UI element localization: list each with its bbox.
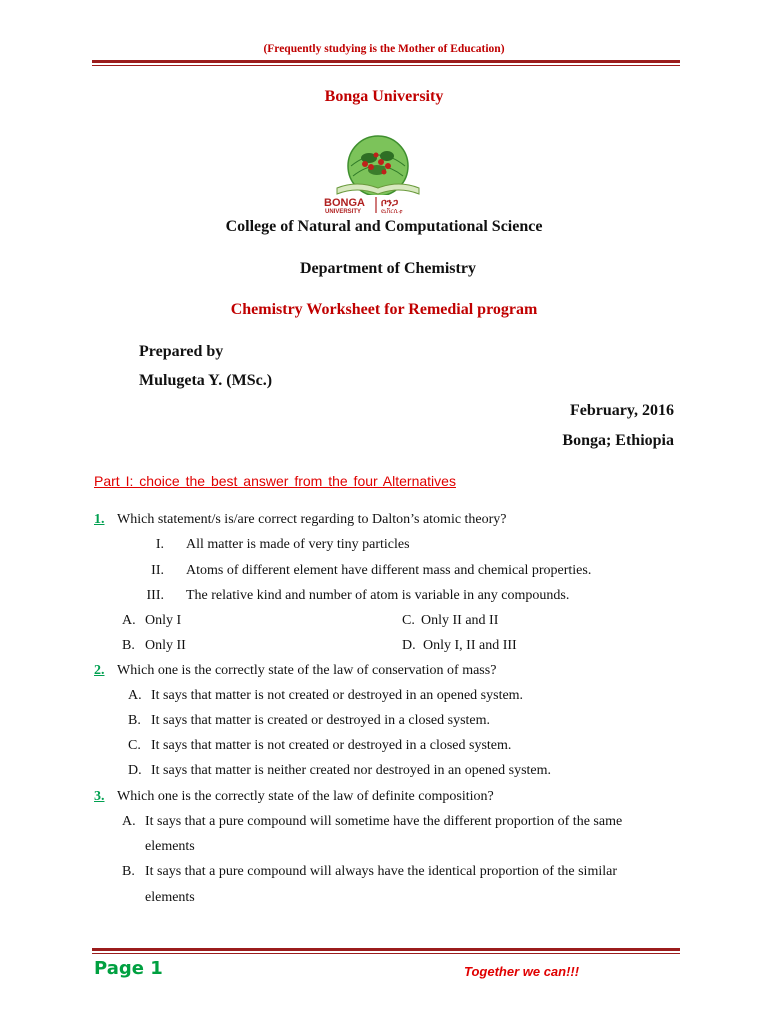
q1-statement: All matter is made of very tiny particles [186,537,410,552]
q1-number: 1. [94,512,105,527]
q3-number: 3. [94,789,105,804]
university-name: Bonga University [324,88,444,105]
footer-tagline: Together we can!!! [464,964,580,979]
header-motto: (Frequently studying is the Mother of Education) [263,43,505,55]
q1-statement-roman: I. [155,537,164,552]
prepared-by-label: Prepared by [139,343,224,360]
q2-option-letter: C. [128,738,141,753]
q1-option-a-letter: A. [122,613,136,628]
q2-option-letter: D. [128,763,142,778]
q2-text: Which one is the correctly state of the law of conservation of mass? [117,663,497,678]
q2-option-letter: B. [128,713,141,728]
q3-text: Which one is the correctly state of the law of definite composition? [117,789,494,804]
date: February, 2016 [570,402,674,419]
footer-rule [92,948,680,954]
part1-heading: Part I: choice the best answer from the four Alternatives [94,473,456,489]
q1-option-d: Only I, II and III [423,638,517,653]
q1-statement-roman: II. [151,563,164,578]
q3-option-line: It says that a pure compound will always have the identical proportion of the similar [145,864,617,879]
q1-text: Which statement/s is/are correct regarding to Dalton’s atomic theory? [117,512,507,527]
q1-option-a: Only I [145,613,182,628]
place: Bonga; Ethiopia [562,432,674,449]
q2-option: It says that matter is neither created nor destroyed in an opened system. [151,763,552,778]
q1-statement-roman: III. [146,588,164,603]
header-rule [92,60,680,66]
q1-option-b-letter: B. [122,638,135,653]
q3-option-line: elements [145,890,195,905]
q3-option-letter: B. [122,864,135,879]
q3-option-letter: A. [122,814,136,829]
university-logo [321,134,435,214]
logo-sub-en: UNIVERSITY [325,209,362,214]
logo-word-am: ቦንጋ [381,198,399,209]
department-name: Department of Chemistry [300,260,476,277]
q1-statement: The relative kind and number of atom is variable in any compounds. [186,588,570,603]
worksheet-title: Chemistry Worksheet for Remedial program [230,301,538,318]
q2-option-letter: A. [128,688,142,703]
page-number: Page 1 [94,958,163,979]
q1-option-c-letter: C. [402,613,415,628]
q3-option-line: elements [145,839,195,854]
q2-option: It says that matter is not created or destroyed in a closed system. [151,738,512,753]
q1-option-b: Only II [145,638,186,653]
college-name: College of Natural and Computational Science [225,218,543,235]
q1-option-c: Only II and II [421,613,499,628]
author-name: Mulugeta Y. (MSc.) [139,372,273,389]
q1-option-d-letter: D. [402,638,416,653]
q2-option: It says that matter is not created or destroyed in an opened system. [151,688,524,703]
logo-sub-am: ዩኒቨርሲቲ [381,208,403,214]
q2-number: 2. [94,663,105,678]
q3-option-line: It says that a pure compound will sometime have the different proportion of the same [145,814,623,829]
q1-statement: Atoms of different element have different mass and chemical properties. [186,563,592,578]
logo-word-en: BONGA [324,197,365,209]
q2-option: It says that matter is created or destroyed in a closed system. [151,713,491,728]
